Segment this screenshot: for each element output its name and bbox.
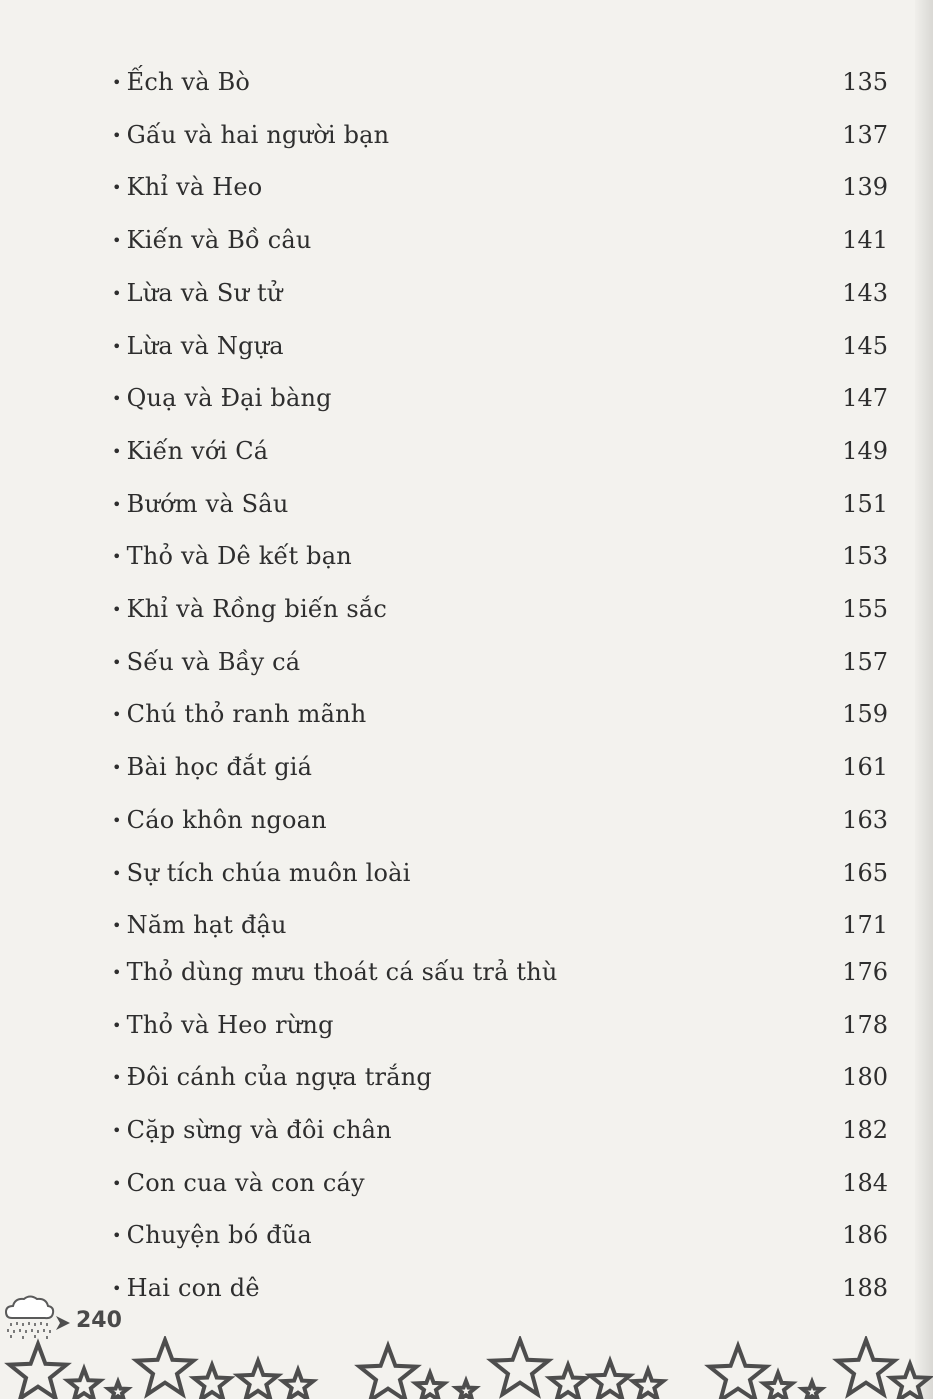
toc-entry xyxy=(112,536,888,576)
toc-entry-title-text: Lừa và Ngựa xyxy=(126,331,284,360)
toc-entry-title-text: Hai con dê xyxy=(126,1274,260,1303)
star-icon xyxy=(492,1340,549,1394)
toc-entry-page: 151 xyxy=(842,489,888,518)
toc-entry xyxy=(112,853,888,893)
bullet-icon: • xyxy=(112,758,122,778)
bullet-icon: • xyxy=(112,178,122,198)
star-icon xyxy=(838,1340,895,1394)
toc-entry-title-text: Con cua và con cáy xyxy=(126,1168,365,1197)
toc-entry-title xyxy=(112,1063,432,1091)
star-icon xyxy=(283,1370,313,1399)
bullet-icon: • xyxy=(112,336,122,356)
toc-entry-page: 171 xyxy=(842,911,888,940)
toc-entry xyxy=(112,484,888,524)
toc-entry xyxy=(112,952,888,992)
toc-entry-page: 143 xyxy=(842,278,888,307)
star-icon xyxy=(633,1370,663,1399)
toc-entry-page: 186 xyxy=(842,1221,888,1250)
star-icon xyxy=(457,1381,476,1399)
toc-entry xyxy=(112,167,888,207)
toc-entry-title xyxy=(112,1116,392,1144)
toc-entry-title xyxy=(112,1011,334,1039)
toc-entry-title-text: Bài học đắt giá xyxy=(126,753,313,782)
toc-entry-title xyxy=(112,279,283,307)
bullet-icon: • xyxy=(112,916,122,936)
toc-entry-page: 188 xyxy=(842,1274,888,1303)
toc-entry-title-text: Chuyện bó đũa xyxy=(126,1221,312,1250)
bullet-icon: • xyxy=(112,1226,122,1246)
toc-entry xyxy=(112,800,888,840)
toc-entry xyxy=(112,589,888,629)
star-icon xyxy=(68,1369,100,1399)
star-icon xyxy=(137,1340,194,1394)
toc-entry-title-text: Sếu và Bầy cá xyxy=(126,647,301,676)
page-number: 240 xyxy=(76,1308,122,1333)
toc-entry-page: 145 xyxy=(842,331,888,360)
toc-entry-title xyxy=(112,1169,365,1197)
toc-entry-title xyxy=(112,121,389,149)
toc-entry xyxy=(112,642,888,682)
toc-entry-title xyxy=(112,958,558,986)
star-icon xyxy=(194,1365,230,1399)
star-icon xyxy=(590,1361,630,1399)
bullet-icon: • xyxy=(112,73,122,92)
toc-entry-title xyxy=(112,700,366,728)
toc-entry xyxy=(112,115,888,155)
star-border-decoration xyxy=(0,1336,933,1399)
toc-entry-page: 159 xyxy=(842,700,888,729)
toc-entry xyxy=(112,273,888,313)
star-icon xyxy=(710,1346,767,1399)
bullet-icon: • xyxy=(112,1015,122,1035)
bullet-icon: • xyxy=(112,1121,122,1140)
toc-entry-title-text: Thỏ và Dê kết bạn xyxy=(126,542,352,571)
toc-entry-title xyxy=(112,384,332,412)
toc-entry-page: 165 xyxy=(842,858,888,887)
star-icon xyxy=(238,1361,278,1399)
toc-entry-title-text: Thỏ và Heo rừng xyxy=(126,1010,334,1039)
toc-entry-page: 176 xyxy=(842,957,888,986)
toc-entry-title-text: Kiến với Cá xyxy=(126,436,269,465)
bullet-icon: • xyxy=(112,547,122,567)
bullet-icon: • xyxy=(112,231,122,251)
toc-entry xyxy=(112,694,888,734)
bullet-icon: • xyxy=(112,1068,122,1088)
toc-entry-page: 149 xyxy=(842,436,888,465)
toc-entry-page: 155 xyxy=(842,595,888,623)
bullet-icon: • xyxy=(112,494,122,514)
toc-entry-title xyxy=(112,173,262,201)
toc-entry-title xyxy=(112,1274,260,1302)
toc-entry-title xyxy=(112,490,288,518)
toc-entry xyxy=(112,378,888,418)
toc-entry-title xyxy=(112,648,300,676)
toc-entry-title xyxy=(112,753,312,781)
toc-entry-title xyxy=(112,595,387,623)
toc-entry-title xyxy=(112,332,284,360)
toc-entry-page: 141 xyxy=(842,226,888,255)
star-icon xyxy=(10,1344,67,1398)
toc-entry-title xyxy=(112,68,250,96)
cloud-rain-icon xyxy=(2,1294,56,1340)
toc-entry-title-text: Cáo khôn ngoan xyxy=(126,805,327,834)
toc-entry-page: 153 xyxy=(842,542,888,571)
toc-entry xyxy=(112,326,888,366)
toc-entry-title xyxy=(112,911,287,939)
bullet-icon: • xyxy=(112,810,122,830)
toc-entry xyxy=(112,1110,888,1150)
toc-entry xyxy=(112,220,888,260)
toc-entry-page: 137 xyxy=(842,120,888,149)
toc-entry-page: 184 xyxy=(842,1168,888,1197)
toc-entry-title xyxy=(112,226,312,254)
toc-entry-title xyxy=(112,1221,312,1249)
toc-entry xyxy=(112,1268,888,1308)
arrow-right-icon xyxy=(53,1313,73,1333)
toc-entry-title-text: Đôi cánh của ngựa trắng xyxy=(126,1063,432,1092)
toc-entry-page: 182 xyxy=(842,1116,888,1144)
bullet-icon: • xyxy=(112,863,122,883)
toc-entry xyxy=(112,62,888,102)
toc-entry-title-text: Lừa và Sư tử xyxy=(126,278,283,307)
toc-entry xyxy=(112,747,888,787)
toc-entry xyxy=(112,1163,888,1203)
bullet-icon: • xyxy=(112,1173,122,1193)
toc-entry-page: 163 xyxy=(842,805,888,834)
toc-entry xyxy=(112,1215,888,1255)
toc-entry-title-text: Kiến và Bồ câu xyxy=(126,226,312,255)
toc-entry-title xyxy=(112,859,411,887)
toc-entry-title-text: Khỉ và Rồng biến sắc xyxy=(126,595,387,623)
bullet-icon: • xyxy=(112,652,122,672)
toc-entry-title-text: Thỏ dùng mưu thoát cá sấu trả thù xyxy=(126,957,558,986)
toc-entry-page: 161 xyxy=(842,753,888,782)
toc-entry-page: 180 xyxy=(842,1063,888,1092)
toc-entry-title-text: Bướm và Sâu xyxy=(126,489,289,518)
star-icon xyxy=(803,1382,822,1399)
toc-entry-page: 147 xyxy=(842,384,888,413)
toc-entry-title-text: Gấu và hai người bạn xyxy=(126,120,390,149)
toc-entry xyxy=(112,431,888,471)
toc-entry-page: 135 xyxy=(842,68,888,96)
bullet-icon: • xyxy=(112,962,122,982)
bullet-icon: • xyxy=(112,441,122,461)
bullet-icon: • xyxy=(112,1279,122,1299)
toc-entry-title-text: Sự tích chúa muôn loài xyxy=(126,858,411,887)
bullet-icon: • xyxy=(112,389,122,409)
toc-entry-title xyxy=(112,542,352,570)
toc-entry-title xyxy=(112,806,327,834)
toc-entry-page: 139 xyxy=(842,173,888,202)
toc-entry-page: 157 xyxy=(842,647,888,676)
star-icon xyxy=(360,1346,417,1399)
toc-entry xyxy=(112,1005,888,1045)
toc-entry-title-text: Ếch và Bò xyxy=(126,68,251,96)
toc-entry-title-text: Chú thỏ ranh mãnh xyxy=(126,700,367,729)
bullet-icon: • xyxy=(112,705,122,725)
star-icon xyxy=(109,1382,128,1399)
toc-entry-title-text: Năm hạt đậu xyxy=(126,911,287,940)
bullet-icon: • xyxy=(112,600,122,619)
toc-entry-title-text: Cặp sừng và đôi chân xyxy=(126,1116,392,1144)
toc-entry-page: 178 xyxy=(842,1010,888,1039)
star-icon xyxy=(891,1364,929,1399)
toc-entry xyxy=(112,905,888,945)
star-icon xyxy=(550,1365,586,1399)
bullet-icon: • xyxy=(112,125,122,145)
toc-entry-title-text: Quạ và Đại bàng xyxy=(126,384,332,413)
toc-entry xyxy=(112,1057,888,1097)
star-icon xyxy=(416,1373,445,1399)
toc-entry-title xyxy=(112,437,268,465)
bullet-icon: • xyxy=(112,283,122,303)
star-icon xyxy=(764,1373,793,1399)
toc-entry-title-text: Khỉ và Heo xyxy=(126,173,263,202)
